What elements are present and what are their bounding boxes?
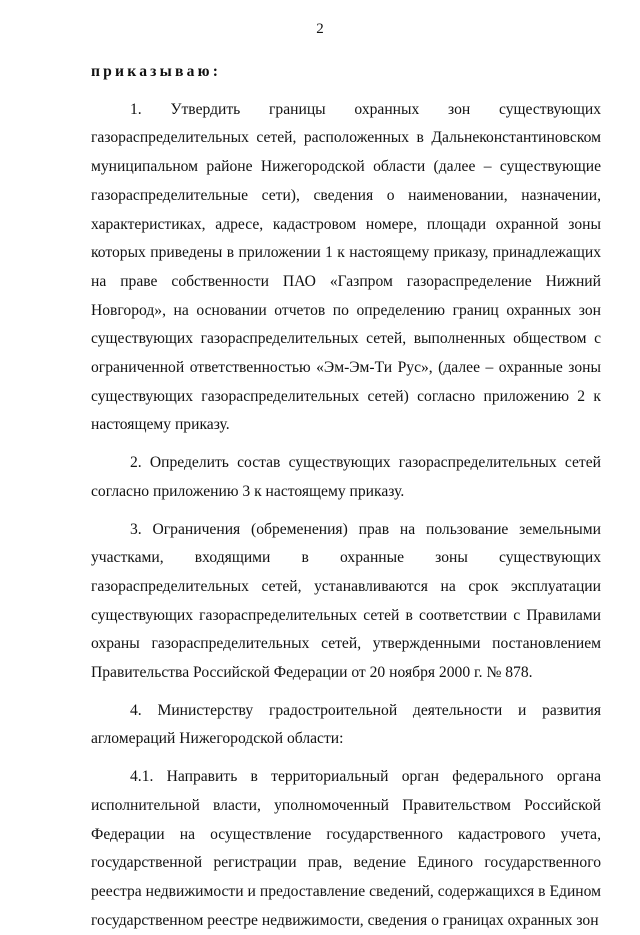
- page-number: 2: [316, 21, 324, 37]
- spacer: [91, 754, 601, 763]
- order-heading: приказываю:: [91, 63, 222, 80]
- spacer: [91, 87, 601, 96]
- paragraph-4-1: 4.1. Направить в территориальный орган федерального органа исполнительной власти, уполномоченный Правительством Российской Федерации на осуществление государственного кадастрового учета, государственной регистрации прав, ведение Единого государственного реестра недвижимости и предоставление сведений, содержащихся в Едином государственном реестре недвижимости, сведения о границах охранных зон: [91, 768, 601, 929]
- spacer: [91, 688, 601, 697]
- spacer: [91, 440, 601, 449]
- paragraph-1: 1. Утвердить границы охранных зон существующих газораспределительных сетей, расположенных в Дальнеконстантиновском муниципальном районе Нижегородской области (далее – существующие газораспределительные сети), сведения о наименовании, назначении, характеристиках, адресе, кадастровом номере, площади охранной зоны которых приведены в приложении 1 к настоящему приказу, принадлежащих на праве собственности ПАО «Газпром газораспределение Нижний Новгород», на основании отчетов по определению границ охранных зон существующих газораспределительных сетей, выполненных обществом с ограниченной ответственностью «Эм-Эм-Ти Рус», (далее – охранные зоны существующих газораспределительных сетей) согласно приложению 2 к настоящему приказу.: [91, 100, 601, 434]
- paragraph-4: 4. Министерству градостроительной деятельности и развития агломераций Нижегородской области:: [91, 701, 601, 748]
- spacer: [91, 507, 601, 516]
- paragraph-2: 2. Определить состав существующих газораспределительных сетей согласно приложению 3 к настоящему приказу.: [91, 454, 601, 500]
- paragraph-3: 3. Ограничения (обременения) прав на пользование земельными участками, входящими в охранные зоны существующих газораспределительных сетей, устанавливаются на срок эксплуатации существующих газораспределительных сетей в соответствии с Правилами охраны газораспределительных сетей, утвержденными постановлением Правительства Российской Федерации от 20 ноября 2000 г. № 878.: [91, 520, 601, 682]
- document-body: [91, 58, 601, 935]
